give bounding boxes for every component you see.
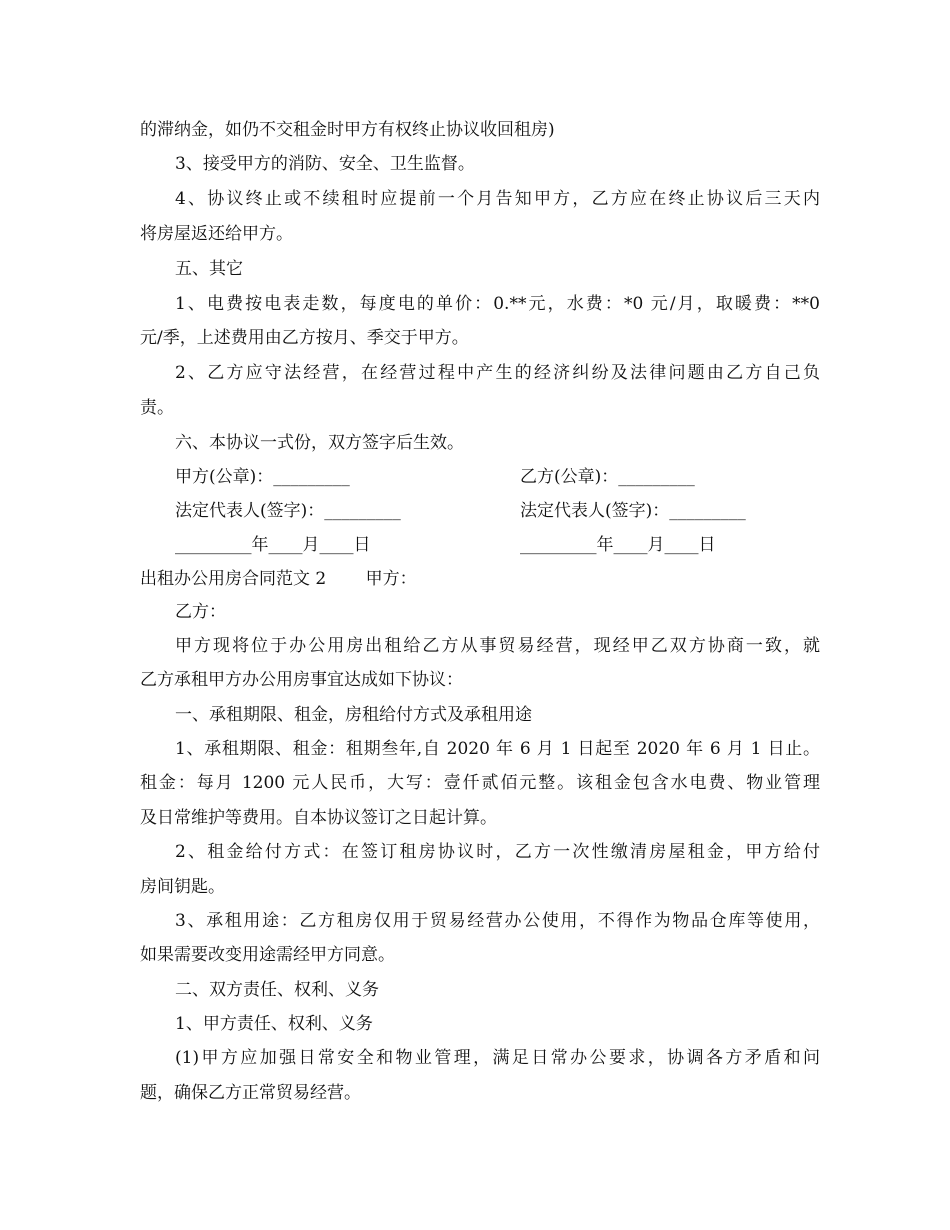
section-heading: 五、其它 [175,259,243,279]
party-b-date-field: _________年____月____日 [520,535,716,555]
paragraph-line: 元/季，上述费用由乙方按月、季交于甲方。 [140,328,469,348]
paragraph-line: 4、协议终止或不续租时应提前一个月告知甲方，乙方应在终止协议后三天内 [175,189,820,209]
paragraph-line: 责。 [140,398,174,418]
section-heading: 二、双方责任、权利、义务 [175,980,379,1000]
paragraph-line: 2、乙方应守法经营，在经营过程中产生的经济纠纷及法律问题由乙方自己负 [175,363,820,383]
party-b-seal-field: 乙方(公章)：_________ [520,467,695,487]
paragraph-line: 乙方： [175,602,226,622]
paragraph-line: (1)甲方应加强日常安全和物业管理，满足日常办公要求，协调各方矛盾和问 [175,1048,820,1068]
paragraph-line: 如果需要改变用途需经甲方同意。 [140,945,395,965]
paragraph-line: 的滞纳金，如仍不交租金时甲方有权终止协议收回租房) [140,120,555,140]
paragraph-line: 3、接受甲方的消防、安全、卫生监督。 [175,154,475,174]
paragraph-line: 房间钥匙。 [140,877,225,897]
party-b-representative-field: 法定代表人(签字)：_________ [520,501,746,521]
section-heading: 六、本协议一式份，双方签字后生效。 [175,433,464,453]
party-a-date-field: _________年____月____日 [175,535,371,555]
paragraph-line: 租金：每月 1200 元人民币，大写：壹仟贰佰元整。该租金包含水电费、物业管理 [140,773,820,793]
party-a-representative-field: 法定代表人(签字)：_________ [175,501,401,521]
subsection-heading: 1、甲方责任、权利、义务 [175,1014,373,1034]
paragraph-line: 题，确保乙方正常贸易经营。 [140,1083,361,1103]
paragraph-line: 乙方承租甲方办公用房事宜达成如下协议： [140,670,463,690]
paragraph-line: 1、承租期限、租金：租期叁年,自 2020 年 6 月 1 日起至 2020 年 6 月 1 日止。 [175,739,820,759]
paragraph-line: 及日常维护等费用。自本协议签订之日起计算。 [140,808,497,828]
paragraph-line: 1、电费按电表走数，每度电的单价：0.**元，水费：*0 元/月，取暖费：**0 [175,294,820,314]
paragraph-line: 将房屋返还给甲方。 [140,224,293,244]
contract-title: 出租办公用房合同范文 2 甲方： [140,569,417,589]
section-heading: 一、承租期限、租金，房租给付方式及承租用途 [175,705,532,725]
paragraph-line: 3、承租用途：乙方租房仅用于贸易经营办公使用，不得作为物品仓库等使用， [175,911,820,931]
party-a-seal-field: 甲方(公章)：_________ [175,467,350,487]
paragraph-line: 甲方现将位于办公用房出租给乙方从事贸易经营，现经甲乙双方协商一致，就 [175,636,820,656]
paragraph-line: 2、租金给付方式：在签订租房协议时，乙方一次性缴清房屋租金，甲方给付 [175,842,820,862]
